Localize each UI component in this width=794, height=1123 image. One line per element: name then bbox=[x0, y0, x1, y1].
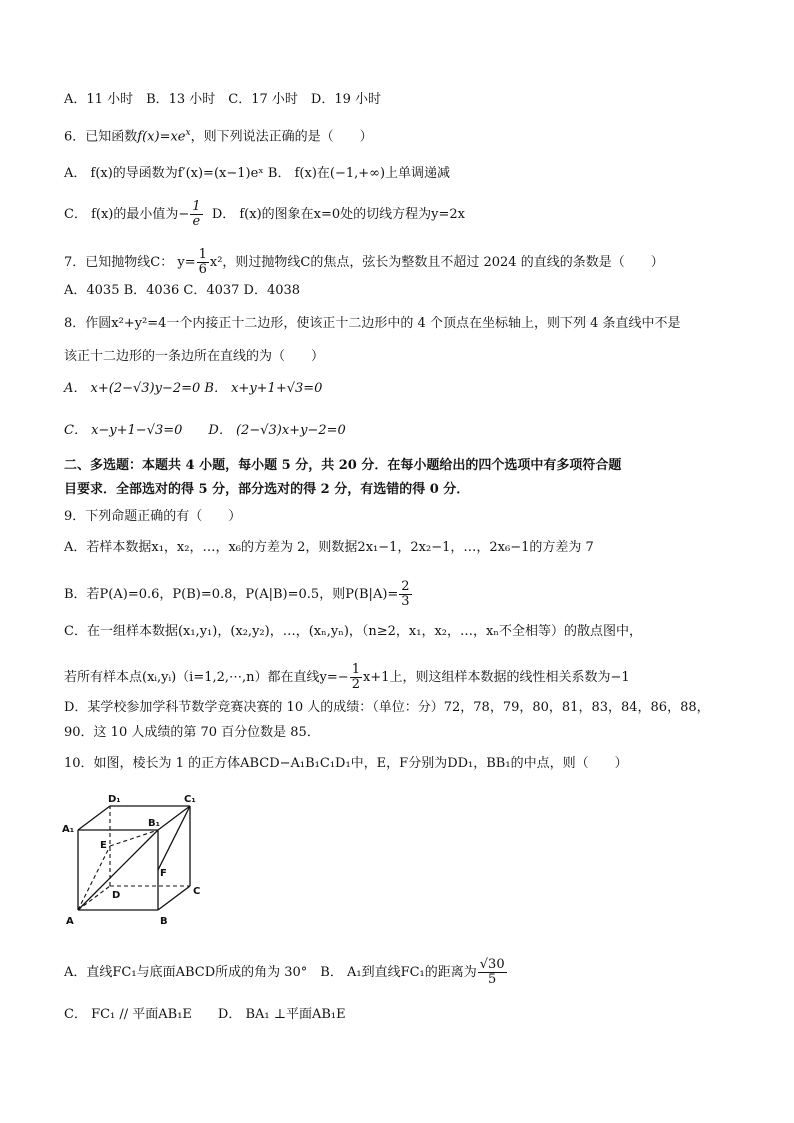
q9-option-c-den: 2 bbox=[351, 677, 360, 692]
q10-option-cd: C． FC₁ // 平面AB₁E D． BA₁ ⊥平面AB₁E bbox=[64, 1007, 346, 1022]
label-c: C bbox=[193, 886, 201, 897]
q8-line-2: 该正十二边形的一条边所在直线的为（ ） bbox=[64, 349, 325, 364]
q9-option-c-num: 1 bbox=[351, 662, 360, 677]
q10-stem: 10．如图，棱长为 1 的正方体ABCD−A₁B₁C₁D₁中，E，F分别为DD₁，BB₁的中点，则（ ） bbox=[64, 756, 628, 771]
q9-option-a: A．若样本数据x₁，x₂，…，x₆的方差为 2，则数据2x₁−1，2x₂−1，…，2x₆−1的方差为 7 bbox=[64, 540, 594, 555]
cube-figure bbox=[60, 790, 210, 930]
label-a: A bbox=[66, 916, 74, 927]
q9-option-b-prefix: B．若P(A)=0.6，P(B)=0.8，P(A|B)=0.5，则P(B|A)= bbox=[64, 587, 399, 602]
q6-stem-prefix: 6．已知函数 bbox=[64, 129, 138, 145]
q9-option-b bbox=[64, 580, 413, 609]
q6-option-c-fraction bbox=[190, 200, 202, 229]
q6-option-c-den: e bbox=[192, 214, 201, 229]
q9-option-c-line-1: C．在一组样本数据(x₁,y₁)，(x₂,y₂)，…，(xₙ,yₙ)，（n≥2，x₁，x₂，…，xₙ不全相等）的散点图中， bbox=[64, 624, 642, 639]
edge-a1d1 bbox=[78, 806, 110, 830]
label-d: D bbox=[112, 890, 121, 901]
label-b1: B₁ bbox=[148, 818, 161, 829]
label-d1: D₁ bbox=[108, 794, 121, 805]
q9-option-b-num: 2 bbox=[401, 579, 410, 594]
q7-frac-den: 6 bbox=[198, 262, 207, 277]
q10-option-b-den: 5 bbox=[488, 972, 497, 987]
q9-option-d-line-2: 90．这 10 人成绩的第 70 百分位数是 85． bbox=[64, 725, 320, 740]
q7-frac-num: 1 bbox=[198, 247, 207, 262]
q9-option-b-fraction bbox=[399, 580, 411, 609]
q10-option-ab bbox=[64, 958, 508, 987]
q6-stem bbox=[64, 125, 373, 145]
label-c1: C₁ bbox=[184, 794, 196, 805]
q6-option-d: D． f(x)的图象在x=0处的切线方程为y=2x bbox=[211, 207, 465, 222]
q6-stem-suffix: ，则下列说法正确的是（ ） bbox=[190, 129, 373, 145]
q8-option-cd: C． x−y+1−√3=0 D． (2−√3)x+y−2=0 bbox=[64, 423, 346, 438]
q7-stem-suffix: x²，则过抛物线C的焦点，弦长为整数且不超过 2024 的直线的条数是（ ） bbox=[209, 255, 664, 270]
q5-options: A．11 小时 B．13 小时 C．17 小时 D．19 小时 bbox=[64, 92, 382, 107]
segment-fc1 bbox=[158, 806, 190, 870]
q6-option-cd bbox=[64, 200, 465, 229]
section2-heading-line-2: 目要求．全部选对的得 5 分，部分选对的得 2 分，有选错的得 0 分． bbox=[64, 482, 470, 497]
q8-option-ab: A． x+(2−√3)y−2=0 B． x+y+1+√3=0 bbox=[64, 381, 323, 396]
q10-option-b-num: √30 bbox=[479, 957, 505, 972]
label-b: B bbox=[160, 916, 168, 927]
q7-fraction bbox=[197, 248, 209, 277]
q9-option-c-line-2 bbox=[64, 663, 630, 692]
label-f: F bbox=[160, 868, 167, 879]
hidden-edge-ad bbox=[78, 886, 110, 910]
q9-option-d-line-1: D．某学校参加学科节数学竞赛决赛的 10 人的成绩：（单位：分）72，78，79，80，81，83，84，86，88， bbox=[64, 700, 710, 715]
q7-options: A．4035 B．4036 C．4037 D．4038 bbox=[64, 283, 301, 298]
edge-bc bbox=[158, 886, 190, 910]
q6-option-c-prefix: C． f(x)的最小值为− bbox=[64, 207, 190, 222]
label-a1: A₁ bbox=[62, 824, 75, 835]
q6-option-ab: A． f(x)的导函数为f′(x)=(x−1)eˣ B． f(x)在(−1,+∞)上单调递减 bbox=[64, 166, 451, 181]
q9-stem: 9．下列命题正确的有（ ） bbox=[64, 509, 242, 524]
edge-b1c1 bbox=[158, 806, 190, 830]
q8-line-1: 8．作圆x²+y²=4一个内接正十二边形，使该正十二边形中的 4 个顶点在坐标轴上，则下列 4 条直线中不是 bbox=[64, 316, 681, 331]
label-e: E bbox=[100, 840, 107, 851]
q6-option-c-num: 1 bbox=[192, 199, 201, 214]
q6-stem-func: f(x)=xe bbox=[137, 129, 186, 145]
q9-option-c-suffix: x+1上，则这组样本数据的线性相关系数为−1 bbox=[362, 670, 630, 685]
section2-heading-line-1: 二、多选题：本题共 4 小题，每小题 5 分，共 20 分．在每小题给出的四个选项中有多项符合题 bbox=[64, 458, 622, 473]
q6-stem-sup: x bbox=[185, 128, 191, 138]
q10-option-b-fraction bbox=[478, 958, 507, 987]
q9-option-c-prefix: 若所有样本点(xᵢ,yᵢ)（i=1,2,⋯,n）都在直线y=− bbox=[64, 670, 349, 685]
q7-stem bbox=[64, 248, 664, 277]
q9-option-b-den: 3 bbox=[401, 594, 410, 609]
hidden-segment-ae bbox=[78, 846, 110, 910]
q7-stem-prefix: 7．已知抛物线C： y= bbox=[64, 255, 196, 270]
q9-option-c-fraction bbox=[350, 663, 362, 692]
q10-option-ab-prefix: A．直线FC₁与底面ABCD所成的角为 30° B． A₁到直线FC₁的距离为 bbox=[64, 965, 477, 980]
